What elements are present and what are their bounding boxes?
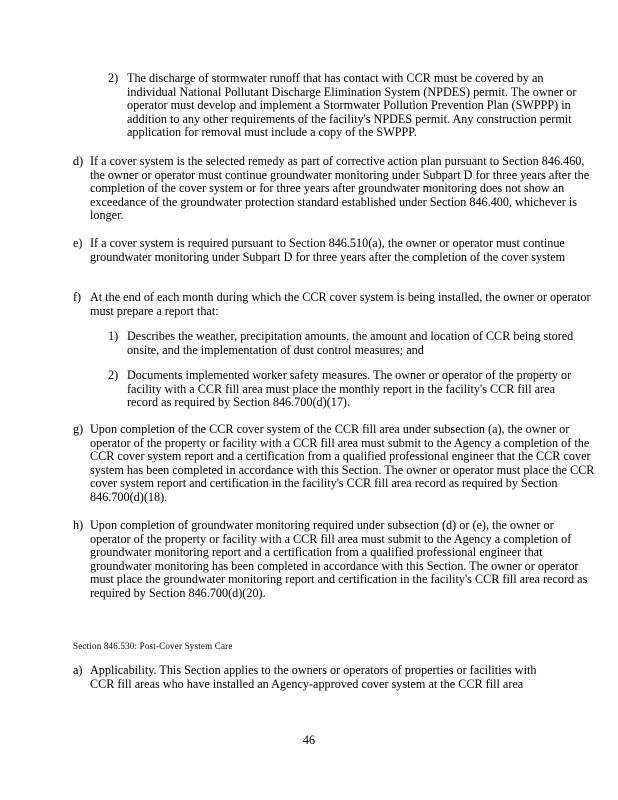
item-label: h)	[73, 518, 84, 532]
list-item-2-top	[108, 72, 590, 140]
item-text: If a cover system is required pursuant to Section 846.510(a), the owner or operator must continue groundwater monitoring under Subpart D for three years after the completion of the cover system	[90, 236, 566, 264]
item-label: 1)	[108, 329, 119, 343]
item-text: Applicability. This Section applies to the owners or operators of properties or facilities with CCR fill areas who have installed an Agency-approved cover system at the CCR fill area	[90, 663, 537, 691]
list-item-h	[73, 519, 591, 601]
item-label: g)	[73, 422, 84, 436]
list-item-f2	[108, 369, 576, 410]
list-item-g	[73, 423, 603, 505]
list-item-f1	[108, 330, 578, 357]
item-label: f)	[73, 290, 82, 304]
section-heading: Section 846.530: Post-Cover System Care	[73, 641, 233, 651]
list-item-a	[73, 664, 559, 691]
item-text: At the end of each month during which the CCR cover system is being installed, the owner or operator must prepare a report that:	[90, 290, 591, 318]
list-item-e	[73, 237, 600, 264]
item-text: If a cover system is the selected remedy as part of corrective action plan pursuant to Section 846.460, the owner or operator must continue groundwater monitoring under Subpart D for three years after the completion of the cover system or for three years after groundwater monitoring does not show an exceedance of the groundwater protection standard established under Section 846.400, whichever is longer.	[90, 154, 590, 223]
item-label: a)	[73, 663, 83, 677]
page-number: 46	[302, 733, 316, 747]
item-label: 2)	[108, 71, 119, 85]
item-text: Upon completion of groundwater monitoring required under subsection (d) or (e), the owner or operator of the property or facility with a CCR fill area must submit to the Agency a completion of groundwater monitoring report and a certification from a qualified professional engineer that groundwater monitoring has been completed in accordance with this Section. The owner or operator must place the groundwater monitoring report and certification in the facility's CCR fill area record as required by Section 846.700(d)(20).	[90, 518, 588, 600]
list-item-f	[73, 291, 603, 318]
item-text: Describes the weather, precipitation amounts, the amount and location of CCR being stored onsite, and the implementation of dust control measures; and	[127, 329, 574, 357]
item-text: Upon completion of the CCR cover system of the CCR fill area under subsection (a), the owner or operator of the property or facility with a CCR fill area must submit to the Agency a completion of the CCR cover system report and a certification from a qualified professional engineer that the CCR cover system has been completed in accordance with this Section. The owner or operator must place the CCR cover system report and certification in the facility's CCR fill area record as required by Section 846.700(d)(18).	[90, 422, 595, 504]
list-item-d	[73, 155, 600, 223]
item-label: d)	[73, 154, 84, 168]
item-label: e)	[73, 236, 83, 250]
item-text: The discharge of stormwater runoff that has contact with CCR must be covered by an individual National Pollutant Discharge Elimination System (NPDES) permit. The owner or operator must develop and implement a Stormwater Pollution Prevention Plan (SWPPP) in addition to any other requirements of the facility's NPDES permit. Any construction permit application for removal must include a copy of the SWPPP.	[127, 71, 577, 140]
item-label: 2)	[108, 368, 119, 382]
item-text: Documents implemented worker safety measures. The owner or operator of the property or facility with a CCR fill area must place the monthly report in the facility's CCR fill area record as required by Section 846.700(d)(17).	[127, 368, 572, 410]
